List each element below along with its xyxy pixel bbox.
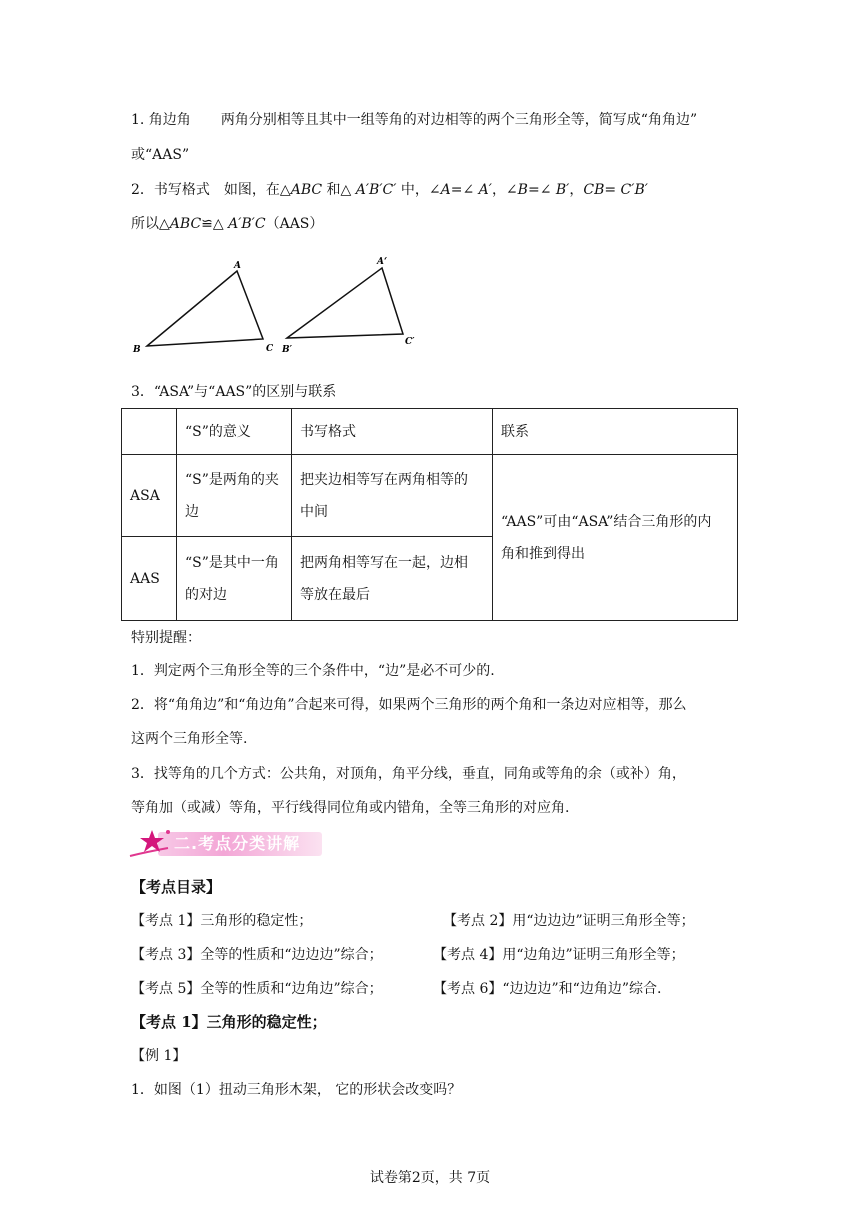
catalog-title: 【考点目录】 xyxy=(131,878,222,896)
reminder-item-2a: 2．将“角角边”和“角边角”合起来可得，如果两个三角形的两个角和一条边对应相等，那么 xyxy=(131,697,687,713)
reminder-item-3b: 等角加（或减）等角，平行线得同位角或内错角，全等三角形的对应角. xyxy=(131,800,570,816)
rule-aas-abbr: 或“AAS” xyxy=(131,147,190,163)
header-relation: 联系 xyxy=(493,409,738,455)
writing-format-line: 2．书写格式 如图，在△ABC 和△ A′B′C′ 中，∠A=∠ A′，∠B=∠ B′，CB= C′B′ xyxy=(131,182,648,198)
label-a: A xyxy=(234,261,241,271)
row-s-meaning: “S”是其中一角 的对边 xyxy=(177,537,292,621)
example-label: 【例 1】 xyxy=(131,1048,187,1064)
banner-title: 二.考点分类讲解 xyxy=(174,834,301,853)
catalog-item-2: 【考点 2】用“边边边”证明三角形全等； xyxy=(443,913,695,929)
reminder-item-1: 1．判定两个三角形全等的三个条件中，“边”是必不可少的. xyxy=(131,663,495,679)
catalog-item-1: 【考点 1】三角形的稳定性； xyxy=(131,913,313,929)
star-icon xyxy=(128,826,178,860)
label-a-prime: A‘ xyxy=(377,257,388,267)
kp1-title: 【考点 1】三角形的稳定性； xyxy=(131,1013,327,1031)
catalog-item-5: 【考点 5】全等的性质和“边角边”综合； xyxy=(131,981,383,997)
conclusion-line: 所以△ABC≌△ A′B′C（AAS） xyxy=(131,216,324,232)
label-c: C xyxy=(266,344,274,354)
triangle-abc xyxy=(147,271,263,346)
rule-aas-line: 1. 角边角 两角分别相等且其中一组等角的对边相等的两个三角形全等，简写成“角角边” xyxy=(131,112,698,128)
reminder-item-3a: 3．找等角的几个方式：公共角，对顶角，角平分线，垂直，同角或等角的余（或补）角， xyxy=(131,766,686,782)
label-b: B xyxy=(133,345,141,355)
row-format: 把夹边相等写在两角相等的 中间 xyxy=(292,455,493,537)
header-empty xyxy=(122,409,177,455)
label-b-prime: B′ xyxy=(282,345,292,355)
relation-cell: “AAS”可由“ASA”结合三角形的内 角和推到得出 xyxy=(493,455,738,621)
header-format: 书写格式 xyxy=(292,409,493,455)
page-footer: 试卷第2页，共 7页 xyxy=(369,1170,491,1186)
question-1: 1．如图（1）扭动三角形木架， 它的形状会改变吗？ xyxy=(131,1082,462,1098)
label-c-prime: C′ xyxy=(405,337,415,347)
catalog-item-6: 【考点 6】“边边边”和“边角边”综合. xyxy=(433,981,662,997)
catalog-item-3: 【考点 3】全等的性质和“边边边”综合； xyxy=(131,947,383,963)
row-format: 把两角相等写在一起，边相 等放在最后 xyxy=(292,537,493,621)
table-header-row xyxy=(122,409,738,455)
table-row xyxy=(122,455,738,537)
section3-title: 3．“ASA”与“AAS”的区别与联系 xyxy=(131,384,337,400)
section-banner xyxy=(128,826,328,860)
header-s-meaning: “S”的意义 xyxy=(177,409,292,455)
row-name: ASA xyxy=(122,455,177,537)
reminder-item-2b: 这两个三角形全等. xyxy=(131,731,248,747)
row-name: AAS xyxy=(122,537,177,621)
asa-aas-table xyxy=(121,408,738,621)
triangle-a-prime xyxy=(287,268,403,338)
row-s-meaning: “S”是两角的夹 边 xyxy=(177,455,292,537)
reminder-title: 特别提醒： xyxy=(131,630,201,646)
triangles-figure xyxy=(130,252,430,362)
catalog-item-4: 【考点 4】用“边角边”证明三角形全等； xyxy=(433,947,685,963)
